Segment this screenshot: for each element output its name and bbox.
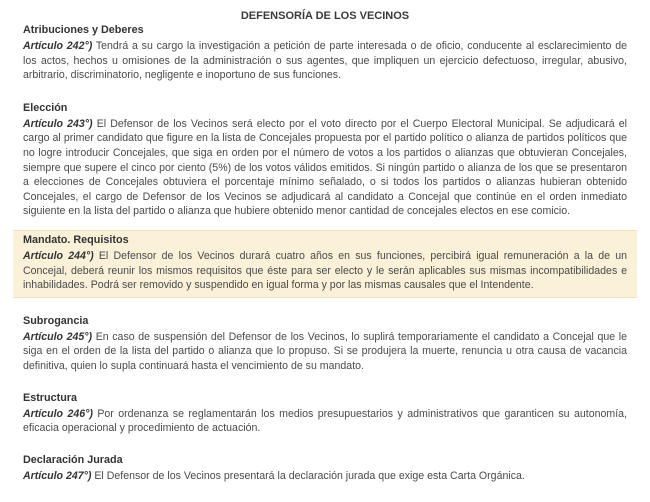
section-heading: Subrogancia: [23, 314, 89, 327]
section-text: [23, 117, 627, 219]
article-body: Por ordenanza se reglamentarán los medios presupuestarios y administrativos que garanticen su autonomía, eficacia operacional y procedimiento de actuación.: [23, 407, 627, 435]
section-heading: Atribuciones y Deberes: [23, 24, 144, 36]
article-number: Artículo 244°): [23, 249, 94, 262]
article-body: El Defensor de los Vecinos presentará la declaración jurada que exige esta Carta Orgánica.: [94, 469, 525, 482]
section-subrogancia: [13, 314, 637, 374]
article-number: Artículo 245°): [23, 330, 93, 343]
section-estructura: [13, 391, 637, 436]
section-text: [23, 469, 627, 484]
section-heading: Mandato. Requisitos: [23, 233, 129, 246]
article-body: En caso de suspensión del Defensor de los Vecinos, lo suplirá temporariamente el candidato a Concejal que le siga en el orden de la lista del partido o alianza que lo propuso. Si se produjera la muerte, renuncia u otra causa de vacancia definitiva, quien lo supla continuará hasta el vencimiento de su mandato.: [23, 330, 627, 372]
section-mandato-highlighted: [13, 230, 637, 298]
section-text: [23, 249, 627, 293]
article-body: El Defensor de los Vecinos durará cuatro años en sus funciones, percibirá igual remuneración a la de un Concejal, deberá reunir los mismos requisitos que éste para ser electo y le serán aplicables sus mismas incompatibilidades e inhabilidades. Podrá ser removido y suspendido en igual forma y por las mismas causales que el Intendente.: [23, 249, 627, 292]
section-eleccion: [13, 101, 637, 219]
section-text: [23, 407, 627, 436]
section-text: [23, 330, 627, 374]
article-body: Tendrá a su cargo la investigación a petición de parte interesada o de oficio, conducente al esclarecimiento de los actos, hechos u omisiones de la administración o sus agentes, que impliquen un ejercicio defectuoso, irregular, abusivo, arbitrario, discriminatorio, negligente e inoportuno de sus funciones.: [23, 40, 627, 82]
page-title: DEFENSORÍA DE LOS VECINOS: [240, 10, 410, 22]
section-heading: Estructura: [23, 391, 78, 404]
article-number: Artículo 242°): [23, 40, 93, 52]
article-number: Artículo 247°): [23, 469, 92, 482]
article-number: Artículo 246°): [23, 407, 93, 420]
article-number: Artículo 243°): [23, 117, 93, 130]
section-heading: Declaración Jurada: [23, 453, 123, 466]
section-atribuciones: [13, 23, 637, 83]
section-heading: Elección: [23, 101, 68, 114]
article-body: El Defensor de los Vecinos será electo por el voto directo por el Cuerpo Electoral Municipal. Se adjudicará el cargo al primer candidato que figure en la lista de Concejales propuesta por el partido político o alianza de partidos políticos que no logre introducir Concejales, que siga en orden por el número de votos a los partidos o alianzas que obtuvieran Concejales, siempre que supere el cinco por ciento (5%) de los votos válidos emitidos. Si ningún partido o alianza de los que se presentaron a elecciones de Concejales obtuviera el porcentaje mínimo señalado, o si todos los partidos o alianzas hubieran obtenido Concejales, el cargo de Defensor de los Vecinos se adjudicará al candidato a Concejal que continúe en el orden inmediato siguiente en la lista del partido o alianza que hubiere obtenido menor cantidad de concejales electos en ese comicio.: [23, 117, 627, 218]
section-text: [23, 39, 627, 83]
section-declaracion: [13, 453, 637, 484]
